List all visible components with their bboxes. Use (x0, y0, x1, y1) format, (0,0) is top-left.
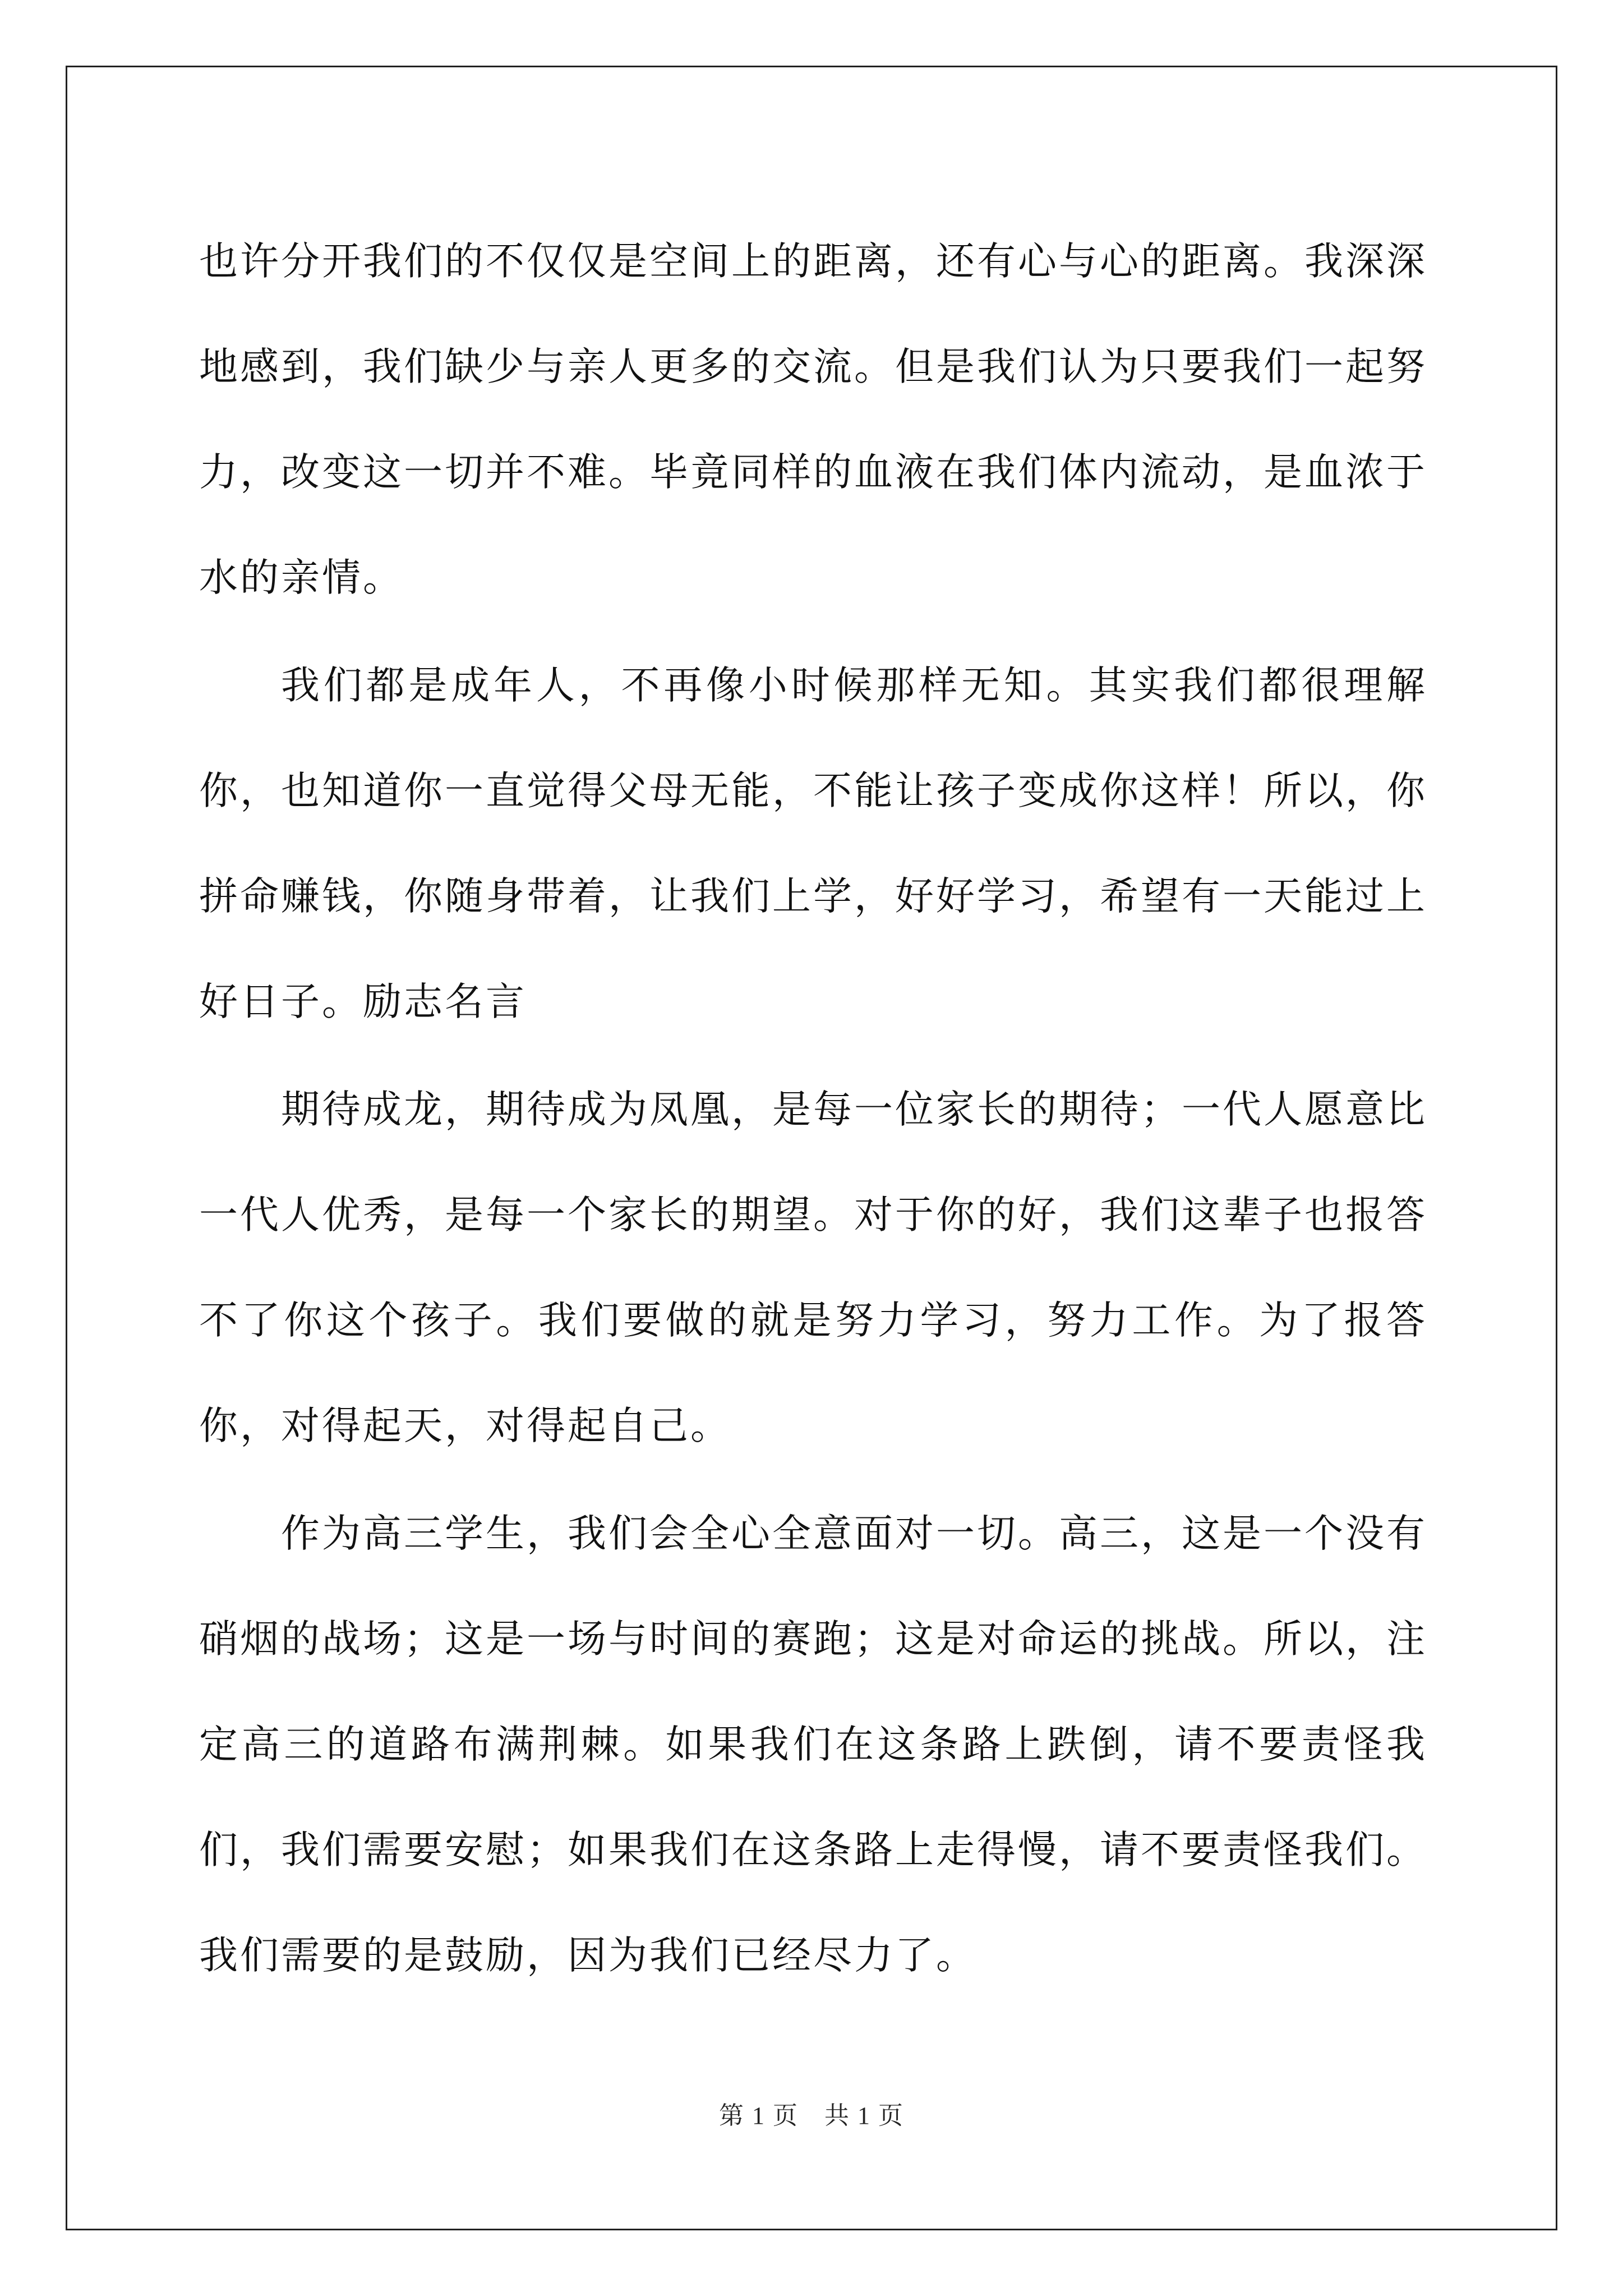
paragraph-2: 我们都是成年人，不再像小时候那样无知。其实我们都很理解你，也知道你一直觉得父母无能，不能让孩子变成你这样！所以，你拼命赚钱，你随身带着，让我们上学，好好学习，希望有一天能过上好日子。励志名言 (199, 663, 1427, 1024)
paragraph-1: 也许分开我们的不仅仅是空间上的距离，还有心与心的距离。我深深地感到，我们缺少与亲人更多的交流。但是我们认为只要我们一起努力，改变这一切并不难。毕竟同样的血液在我们体内流动，是血浓于水的亲情。 (199, 239, 1427, 600)
paragraph-3: 期待成龙，期待成为凤凰，是每一位家长的期待；一代人愿意比一代人优秀，是每一个家长的期望。对于你的好，我们这辈子也报答不了你这个孩子。我们要做的就是努力学习，努力工作。为了报答你，对得起天，对得起自己。 (199, 1087, 1427, 1448)
document-body (199, 209, 1427, 2010)
paragraph-4: 作为高三学生，我们会全心全意面对一切。高三，这是一个没有硝烟的战场；这是一场与时间的赛跑；这是对命运的挑战。所以，注定高三的道路布满荆棘。如果我们在这条路上跌倒，请不要责怪我们，我们需要安慰；如果我们在这条路上走得慢，请不要责怪我们。我们需要的是鼓励，因为我们已经尽力了。 (199, 1511, 1427, 1978)
page-number-footer: 第 1 页 共 1 页 (719, 2102, 904, 2129)
